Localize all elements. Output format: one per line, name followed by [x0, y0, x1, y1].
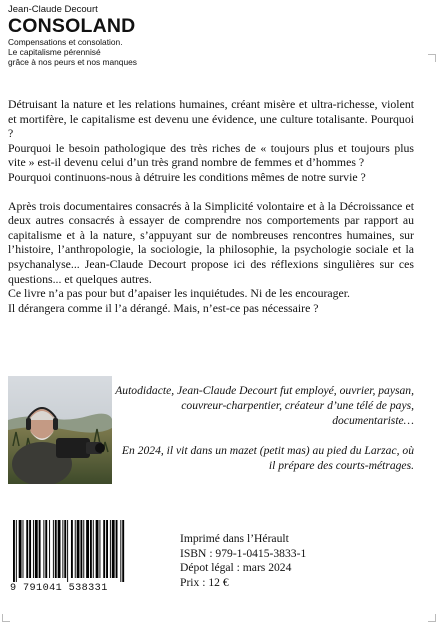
barcode-bar — [116, 520, 118, 578]
bio-paragraph-2: En 2024, il vit dans un mazet (petit mas) au pied du Larzac, où il prépare des courts-métrages. — [121, 443, 414, 472]
crop-mark-bottom-left — [2, 614, 10, 622]
barcode-bar — [112, 520, 115, 578]
barcode-bar — [39, 520, 41, 578]
body-paragraph-6: Il dérangera comme il l’a dérangé. Mais, n’est-ce pas nécessaire ? — [8, 300, 319, 315]
barcode-bar — [83, 520, 84, 578]
body-paragraph-4: Après trois documentaires consacrés à la Simplicité volontaire et à la Décroissance et deux autres consacrés à essayer de comprendre nos comportements par rapport au capitalisme et à la nature, s’appuyant sur de nombreuses rencontres humaines, sur l’histoire, l’anthropologie, la sociologie, la philosophie, la psychologie sociale et la psychanalyse... Jean-Claude Decourt propose ici des réflexions singulières sur ces questions... et quelques autres. — [8, 198, 414, 286]
barcode-bar — [67, 520, 68, 582]
barcode-bar — [23, 520, 24, 578]
barcode-bar — [96, 520, 99, 578]
barcode-bar — [49, 520, 50, 578]
book-title: CONSOLAND — [8, 15, 136, 37]
barcode-bar — [35, 520, 38, 578]
author-bio — [114, 383, 414, 473]
body-paragraph-1: Détruisant la nature et les relations humaines, créant misère et ultra-richesse, violent et mortifère, le capitalisme est devenu une évidence, une culture totalisante. Pourquoi ? — [8, 97, 414, 141]
subtitle-line-3: grâce à nos peurs et nos manques — [8, 57, 137, 68]
barcode-bar — [29, 520, 31, 578]
body-paragraph-5: Ce livre n’a pas pour but d’apaiser les inquiétudes. Ni de les encourager. — [8, 286, 350, 301]
paragraph-spacer — [8, 185, 414, 199]
bio-paragraph-1: Autodidacte, Jean-Claude Decourt fut employé, ouvrier, paysan, couvreur-charpentier, créateur d’une télé de pays, documentariste… — [115, 384, 414, 428]
barcode-bar — [26, 520, 28, 578]
bio-spacer — [114, 429, 414, 443]
legal-deposit: Dépot légal : mars 2024 — [180, 561, 292, 575]
barcode-bars — [10, 520, 126, 582]
crop-mark-top-right — [428, 54, 436, 62]
barcode-bar — [71, 520, 73, 578]
barcode-digits: 9 791041 538331 — [10, 583, 108, 594]
barcode-bar — [16, 520, 17, 582]
back-cover-text — [8, 97, 414, 315]
barcode-bar — [122, 520, 124, 582]
isbn-barcode — [10, 520, 126, 600]
subtitle-line-2: Le capitalisme pérennisé — [8, 47, 101, 58]
barcode-bar — [75, 520, 76, 578]
price: Prix : 12 € — [180, 575, 229, 589]
author-photo — [8, 376, 112, 484]
barcode-bar — [43, 520, 44, 578]
author-name: Jean-Claude Decourt — [8, 4, 98, 15]
isbn-number: ISBN : 979-1-0415-3833-1 — [180, 546, 307, 560]
barcode-bar — [64, 520, 66, 578]
publication-info — [180, 532, 306, 590]
body-paragraph-2: Pourquoi le besoin pathologique des très riches de « toujours plus et toujours plus vite » est-il devenu celui d’un très grand nombre de femmes et d’hommes ? — [8, 140, 414, 170]
barcode-bar — [103, 520, 105, 578]
barcode-bar — [13, 520, 15, 582]
body-paragraph-3: Pourquoi continuons-nous à détruire les conditions mêmes de notre survie ? — [8, 169, 366, 184]
barcode-bar — [77, 520, 80, 578]
cover-header — [8, 4, 308, 68]
barcode-bar — [55, 520, 57, 578]
subtitle-line-1: Compensations et consolation. — [8, 37, 123, 47]
barcode-bar — [33, 520, 34, 578]
barcode-bar — [120, 520, 121, 582]
barcode-bar — [93, 520, 94, 578]
barcode-bar — [86, 520, 89, 578]
barcode-bar — [62, 520, 63, 578]
barcode-bar — [80, 520, 82, 578]
barcode-bar — [45, 520, 47, 578]
barcode-bar — [99, 520, 100, 578]
barcode-bar — [58, 520, 61, 578]
barcode-bar — [110, 520, 111, 578]
printed-location: Imprimé dans l’Hérault — [180, 532, 289, 545]
barcode-bar — [90, 520, 92, 578]
crop-mark-bottom-right — [428, 614, 436, 622]
barcode-bar — [53, 520, 54, 578]
barcode-bar — [19, 520, 22, 578]
barcode-bar — [106, 520, 108, 578]
